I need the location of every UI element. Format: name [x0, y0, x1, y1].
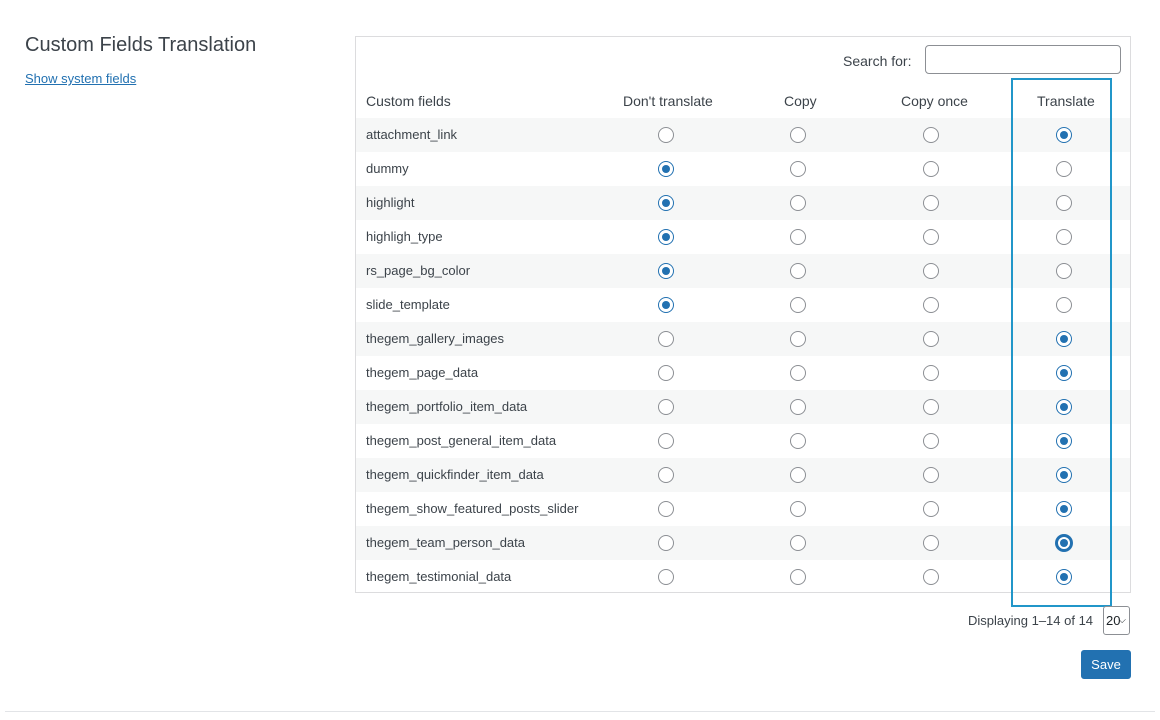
radio-dont-translate[interactable]: [658, 501, 674, 517]
column-header-copy: Copy: [784, 93, 817, 109]
radio-translate[interactable]: [1056, 365, 1072, 381]
field-name: thegem_gallery_images: [366, 331, 505, 346]
radio-copy-once[interactable]: [923, 535, 939, 551]
table-row: [356, 186, 1130, 220]
field-name: highligh_type: [366, 229, 443, 244]
radio-copy-once[interactable]: [923, 297, 939, 313]
radio-copy[interactable]: [790, 433, 806, 449]
column-header-dont-translate: Don't translate: [623, 93, 713, 109]
radio-copy[interactable]: [790, 161, 806, 177]
radio-copy-once[interactable]: [923, 195, 939, 211]
radio-dont-translate[interactable]: [658, 297, 674, 313]
radio-copy[interactable]: [790, 535, 806, 551]
field-name: attachment_link: [366, 127, 458, 142]
radio-dont-translate[interactable]: [658, 569, 674, 585]
show-system-fields-link[interactable]: Show system fields: [25, 71, 137, 86]
search-label: Search for:: [843, 53, 912, 69]
radio-copy-once[interactable]: [923, 399, 939, 415]
radio-translate[interactable]: [1056, 399, 1072, 415]
per-page-select[interactable]: [1103, 606, 1130, 635]
field-name: thegem_portfolio_item_data: [366, 399, 528, 414]
page-title: Custom Fields Translation: [25, 34, 257, 56]
table-row: [356, 390, 1130, 424]
field-name: thegem_show_featured_posts_slider: [366, 501, 579, 516]
table-row: [356, 152, 1130, 186]
field-name: rs_page_bg_color: [366, 263, 471, 278]
table-row: [356, 288, 1130, 322]
radio-translate[interactable]: [1056, 433, 1072, 449]
radio-dont-translate[interactable]: [658, 331, 674, 347]
radio-dont-translate[interactable]: [658, 229, 674, 245]
radio-translate[interactable]: [1056, 331, 1072, 347]
radio-copy-once[interactable]: [923, 433, 939, 449]
table-row: [356, 322, 1130, 356]
radio-translate[interactable]: [1056, 297, 1072, 313]
radio-dont-translate[interactable]: [658, 195, 674, 211]
radio-copy[interactable]: [790, 569, 806, 585]
radio-copy-once[interactable]: [923, 127, 939, 143]
field-name: thegem_post_general_item_data: [366, 433, 557, 448]
custom-fields-panel: [355, 36, 1131, 593]
table-row: [356, 254, 1130, 288]
column-header-translate: Translate: [1037, 93, 1095, 109]
radio-dont-translate[interactable]: [658, 127, 674, 143]
field-name: slide_template: [366, 297, 450, 312]
field-name: thegem_testimonial_data: [366, 569, 512, 584]
radio-copy[interactable]: [790, 297, 806, 313]
radio-copy[interactable]: [790, 195, 806, 211]
pagination-display-text: Displaying 1–14 of 14: [968, 613, 1094, 628]
field-name: thegem_page_data: [366, 365, 479, 380]
field-name: highlight: [366, 195, 415, 210]
table-row: [356, 492, 1130, 526]
radio-copy-once[interactable]: [923, 229, 939, 245]
column-header-copy-once: Copy once: [901, 93, 968, 109]
radio-translate[interactable]: [1056, 161, 1072, 177]
table-row: [356, 118, 1130, 152]
radio-copy-once[interactable]: [923, 365, 939, 381]
radio-translate[interactable]: [1056, 467, 1072, 483]
radio-copy[interactable]: [790, 365, 806, 381]
radio-dont-translate[interactable]: [658, 365, 674, 381]
table-row: [356, 560, 1130, 594]
radio-copy-once[interactable]: [923, 569, 939, 585]
search-input[interactable]: [925, 45, 1121, 74]
field-name: dummy: [366, 161, 409, 176]
radio-copy-once[interactable]: [923, 161, 939, 177]
radio-copy[interactable]: [790, 229, 806, 245]
per-page-value: 20: [1106, 613, 1121, 628]
table-row: [356, 458, 1130, 492]
save-button[interactable]: Save: [1081, 650, 1131, 679]
radio-translate[interactable]: [1056, 229, 1072, 245]
table-row: [356, 424, 1130, 458]
radio-dont-translate[interactable]: [658, 399, 674, 415]
radio-copy-once[interactable]: [923, 501, 939, 517]
radio-translate[interactable]: [1056, 127, 1072, 143]
radio-copy-once[interactable]: [923, 263, 939, 279]
radio-dont-translate[interactable]: [658, 467, 674, 483]
radio-translate[interactable]: [1056, 501, 1072, 517]
radio-copy[interactable]: [790, 127, 806, 143]
radio-copy-once[interactable]: [923, 331, 939, 347]
table-header: [356, 85, 1130, 118]
radio-copy[interactable]: [790, 399, 806, 415]
radio-translate[interactable]: [1056, 535, 1072, 551]
custom-fields-table-body: [356, 118, 1130, 594]
radio-copy[interactable]: [790, 467, 806, 483]
field-name: thegem_team_person_data: [366, 535, 526, 550]
radio-copy-once[interactable]: [923, 467, 939, 483]
radio-translate[interactable]: [1056, 263, 1072, 279]
radio-copy[interactable]: [790, 263, 806, 279]
radio-dont-translate[interactable]: [658, 263, 674, 279]
radio-dont-translate[interactable]: [658, 535, 674, 551]
table-row: [356, 526, 1130, 560]
chevron-down-icon: ⌵: [1118, 615, 1126, 626]
field-name: thegem_quickfinder_item_data: [366, 467, 544, 482]
divider: [5, 711, 1155, 712]
radio-dont-translate[interactable]: [658, 161, 674, 177]
table-row: [356, 220, 1130, 254]
table-row: [356, 356, 1130, 390]
column-header-custom-fields: Custom fields: [366, 93, 451, 109]
radio-copy[interactable]: [790, 331, 806, 347]
radio-translate[interactable]: [1056, 195, 1072, 211]
radio-copy[interactable]: [790, 501, 806, 517]
radio-translate[interactable]: [1056, 569, 1072, 585]
radio-dont-translate[interactable]: [658, 433, 674, 449]
